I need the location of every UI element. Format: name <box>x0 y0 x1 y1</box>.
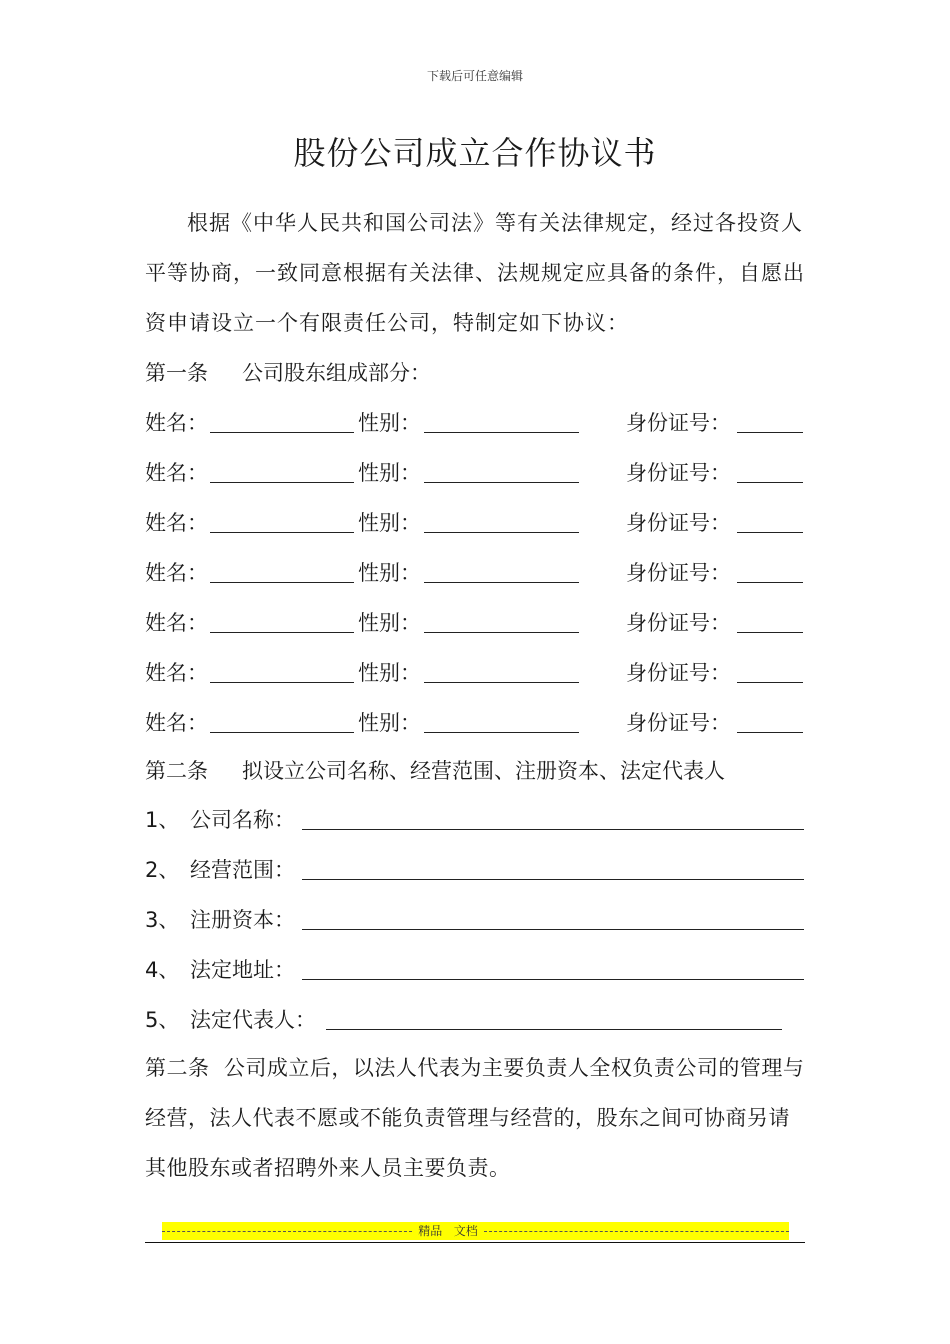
footer-banner <box>162 1222 789 1240</box>
article-3-paragraph <box>145 1043 805 1193</box>
shareholder-row <box>0 408 950 438</box>
article-1-label: 第一条 <box>145 361 208 385</box>
item-number: 3、 <box>145 908 180 932</box>
gender-label: 性别： <box>358 561 421 585</box>
name-label: 姓名： <box>145 611 208 635</box>
gender-blank[interactable] <box>424 682 579 683</box>
footer-rule <box>145 1242 805 1243</box>
id-blank[interactable] <box>737 582 803 583</box>
name-blank[interactable] <box>210 482 354 483</box>
name-blank[interactable] <box>210 732 354 733</box>
item-blank[interactable] <box>302 929 804 930</box>
id-blank[interactable] <box>737 532 803 533</box>
gender-blank[interactable] <box>424 632 579 633</box>
article-2-label: 第二条 <box>145 759 208 783</box>
name-blank[interactable] <box>210 432 354 433</box>
item-row <box>0 855 950 885</box>
shareholder-row <box>0 608 950 638</box>
intro-paragraph: 根据《中华人民共和国公司法》等有关法律规定，经过各投资人平等协商，一致同意根据有关法律、法规规定应具备的条件，自愿出资申请设立一个有限责任公司，特制定如下协议： <box>145 211 805 335</box>
gender-label: 性别： <box>358 661 421 685</box>
item-label: 公司名称： <box>190 808 295 832</box>
id-label: 身份证号： <box>626 711 731 735</box>
item-number: 2、 <box>145 858 180 882</box>
shareholder-row <box>0 658 950 688</box>
article-1-heading <box>145 358 431 388</box>
header-note: 下载后可任意编辑 <box>426 69 523 83</box>
footer-dash-left <box>162 1222 412 1240</box>
id-label: 身份证号： <box>626 461 731 485</box>
article-1-text: 公司股东组成部分： <box>242 361 431 385</box>
name-label: 姓名： <box>145 411 208 435</box>
item-label: 注册资本： <box>190 908 295 932</box>
item-label: 法定代表人： <box>190 1008 316 1032</box>
id-label: 身份证号： <box>626 561 731 585</box>
shareholder-row <box>0 558 950 588</box>
article-3-label: 第二条 <box>145 1056 210 1080</box>
gender-label: 性别： <box>358 511 421 535</box>
gender-label: 性别： <box>358 611 421 635</box>
article-2-heading <box>145 756 725 786</box>
item-label: 法定地址： <box>190 958 295 982</box>
item-number: 1、 <box>145 808 180 832</box>
article-3-text: 公司成立后，以法人代表为主要负责人全权负责公司的管理与经营，法人代表不愿或不能负责管理与经营的，股东之间可协商另请其他股东或者招聘外来人员主要负责。 <box>145 1056 805 1180</box>
id-label: 身份证号： <box>626 661 731 685</box>
item-blank[interactable] <box>302 829 804 830</box>
name-blank[interactable] <box>210 532 354 533</box>
gender-blank[interactable] <box>424 532 579 533</box>
name-blank[interactable] <box>210 682 354 683</box>
shareholder-row <box>0 508 950 538</box>
document-title: 股份公司成立合作协议书 <box>293 134 657 172</box>
gender-label: 性别： <box>358 711 421 735</box>
gender-blank[interactable] <box>424 482 579 483</box>
footer-dash-right <box>484 1222 789 1240</box>
id-label: 身份证号： <box>626 411 731 435</box>
item-label: 经营范围： <box>190 858 295 882</box>
item-row <box>0 955 950 985</box>
name-label: 姓名： <box>145 711 208 735</box>
name-label: 姓名： <box>145 561 208 585</box>
gender-blank[interactable] <box>424 732 579 733</box>
gender-label: 性别： <box>358 411 421 435</box>
id-blank[interactable] <box>737 632 803 633</box>
id-blank[interactable] <box>737 482 803 483</box>
gender-label: 性别： <box>358 461 421 485</box>
id-label: 身份证号： <box>626 611 731 635</box>
item-number: 4、 <box>145 958 180 982</box>
name-blank[interactable] <box>210 582 354 583</box>
footer-text-1: 精品 <box>418 1224 443 1238</box>
item-blank[interactable] <box>302 979 804 980</box>
id-blank[interactable] <box>737 432 803 433</box>
article-2-text: 拟设立公司名称、经营范围、注册资本、法定代表人 <box>242 759 725 783</box>
item-number: 5、 <box>145 1008 180 1032</box>
id-blank[interactable] <box>737 682 803 683</box>
item-blank[interactable] <box>326 1029 782 1030</box>
shareholder-row <box>0 458 950 488</box>
item-row <box>0 905 950 935</box>
name-blank[interactable] <box>210 632 354 633</box>
id-blank[interactable] <box>737 732 803 733</box>
item-row <box>0 1005 950 1035</box>
item-blank[interactable] <box>302 879 804 880</box>
id-label: 身份证号： <box>626 511 731 535</box>
name-label: 姓名： <box>145 511 208 535</box>
gender-blank[interactable] <box>424 432 579 433</box>
name-label: 姓名： <box>145 661 208 685</box>
item-row <box>0 805 950 835</box>
gender-blank[interactable] <box>424 582 579 583</box>
shareholder-row <box>0 708 950 738</box>
footer-text-2: 文档 <box>453 1224 478 1238</box>
name-label: 姓名： <box>145 461 208 485</box>
footer-label <box>412 1222 484 1240</box>
